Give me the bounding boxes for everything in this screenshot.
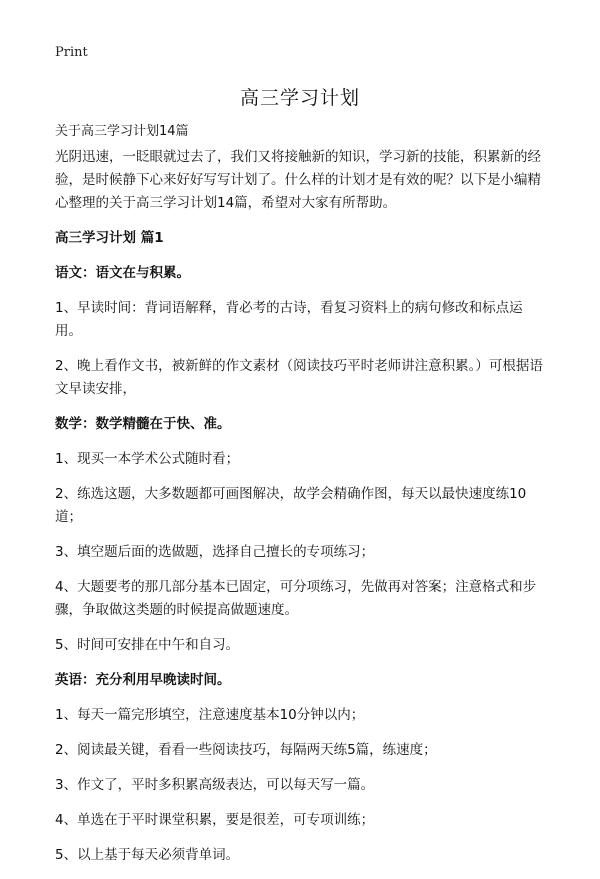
math-item-2: 2、练选这题，大多数题都可画图解决，故学会精确作图，每天以最快速度练10道；: [55, 486, 527, 525]
english-item-4: 4、单选在于平时课堂积累，要是很差，可专项训练；: [55, 812, 375, 828]
chinese-heading: 语文：语文在与积累。: [55, 265, 190, 281]
math-heading: 数学：数学精髓在于快、准。: [55, 416, 231, 432]
section-heading: 高三学习计划 篇1: [55, 230, 164, 246]
intro-paragraph: 光阴迅速，一眨眼就过去了，我们又将接触新的知识，学习新的技能，积累新的经验，是时候静下心来好好写写计划了。什么样的计划才是有效的呢？以下是小编精心整理的关于高三学习计划14篇，希望对大家有所帮助。: [55, 149, 541, 211]
math-item-5: 5、时间可安排在中午和自习。: [55, 637, 240, 653]
print-link[interactable]: Print: [55, 45, 88, 60]
article-body: [55, 146, 547, 879]
english-item-3: 3、作文了，平时多积累高级表达，可以每天写一篇。: [55, 777, 375, 793]
english-item-1: 1、每天一篇完形填空，注意速度基本10分钟以内；: [55, 707, 365, 723]
english-item-5: 5、以上基于每天必须背单词。: [55, 847, 240, 863]
page-subtitle: 关于高三学习计划14篇: [55, 124, 189, 139]
chinese-item-2: 2、晚上看作文书，被新鲜的作文素材（阅读技巧平时老师讲注意积累。）可根据语文早读安排，: [55, 358, 543, 397]
math-item-4: 4、大题要考的那几部分基本已固定，可分项练习，先做再对答案；注意格式和步骤，争取做这类题的时候提高做题速度。: [55, 579, 537, 618]
math-item-1: 1、现买一本学术公式随时看；: [55, 451, 240, 467]
math-item-3: 3、填空题后面的选做题，选择自己擅长的专项练习；: [55, 544, 375, 560]
page-title: 高三学习计划: [239, 87, 360, 109]
english-item-2: 2、阅读最关键，看看一些阅读技巧，每隔两天练5篇，练速度；: [55, 742, 437, 758]
chinese-item-1: 1、早读时间：背词语解释，背必考的古诗，看复习资料上的病句修改和标点运用。: [55, 300, 523, 339]
english-heading: 英语：充分利用早晚读时间。: [55, 672, 231, 688]
